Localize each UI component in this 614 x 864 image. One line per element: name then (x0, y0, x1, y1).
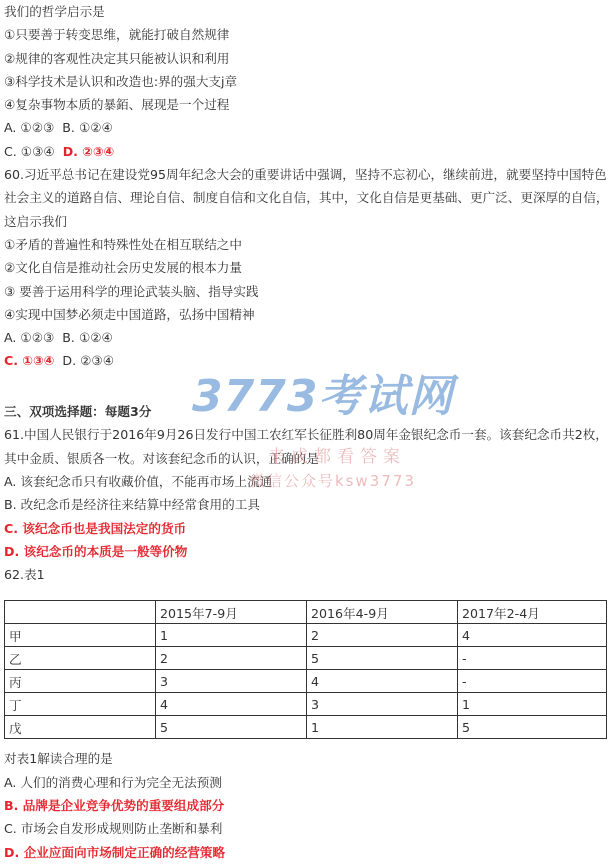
table-header-row (5, 601, 607, 624)
table-row (5, 624, 607, 647)
table-cell: 1 (307, 716, 458, 739)
q61-option-b: B. 改纪念币是经济往来结算中经常食用的工具 (4, 497, 260, 513)
q59-item-3: ③科学技术是认识和改造也:界的强大支j章 (4, 73, 238, 89)
q62-option-a: A. 人们的消费心理和行为完全无法预测 (4, 774, 222, 790)
q60-item-4: ④实现中国梦必须走中国道路，弘扬中国精神 (4, 306, 255, 322)
table-cell: 丁 (5, 693, 156, 716)
q60-options-ab (4, 326, 610, 349)
table-header-cell: 2016年4-9月 (307, 601, 458, 624)
q61-option-c-answer: C. 该纪念币也是我国法定的货币 (4, 520, 187, 536)
table-cell: 1 (458, 693, 607, 716)
data-table (4, 600, 607, 739)
table-row (5, 670, 607, 693)
q59-options-ab (4, 116, 610, 139)
q59-options-cd (4, 140, 610, 163)
q61-option-a: A. 该套纪念币只有收藏价值，不能再市场上流通 (4, 473, 273, 489)
table-cell: 4 (156, 693, 307, 716)
q59-option-a: A. ①②③ (4, 120, 55, 136)
table-cell: 乙 (5, 647, 156, 670)
q60-item-2: ②文化自信是推动社会历史发展的根本力量 (4, 260, 242, 276)
table-cell: 3 (156, 670, 307, 693)
q59-item-1: ①只要善于转变思维，就能打破自然规律 (4, 27, 230, 43)
q59-item-4: ④复杂事物本质的暴銆、展现是一个过程 (4, 97, 230, 113)
table-cell: 2 (156, 647, 307, 670)
q61-stem: 61.中国人民银行于2016年9月26日发行中国工农红军长征胜利80周年金银纪念币一套。该套纪念币共2枚，其中金质、银质各一枚。对该套纪念币的认识，正确的是 (4, 427, 608, 466)
table-cell: 丙 (5, 670, 156, 693)
table-cell: 4 (307, 670, 458, 693)
table-header-cell (5, 601, 156, 624)
table-header-cell: 2015年7-9月 (156, 601, 307, 624)
q62-label: 62.表1 (4, 567, 45, 583)
table-cell: 1 (156, 624, 307, 647)
q62-option-d-answer: D. 企业应面向市场制定正确的经营策略 (4, 844, 226, 860)
table-row (5, 693, 607, 716)
table-row (5, 647, 607, 670)
q59-option-b: B. ①②④ (62, 120, 113, 136)
q60-option-c-answer: C. ①③④ (4, 353, 55, 369)
table-cell: 3 (307, 693, 458, 716)
q60-option-a: A. ①②③ (4, 330, 55, 346)
q59-stem-tail: 我们的哲学启示是 (4, 4, 105, 19)
q60-option-d: D. ②③④ (62, 353, 114, 369)
q60-item-3: ③ 要善于运用科学的理论武装头脑、指导实践 (4, 283, 259, 299)
table-cell: 2 (307, 624, 458, 647)
spacer (4, 373, 610, 396)
table-cell: 甲 (5, 624, 156, 647)
q60-option-b: B. ①②④ (62, 330, 113, 346)
table-cell: 4 (458, 624, 607, 647)
q60-item-1: ①矛盾的普遍性和特殊性处在相互联结之中 (4, 236, 242, 252)
section-heading: 三、双项选择题：每题3分 (4, 404, 152, 420)
q61-option-d-answer: D. 该纪念币的本质是一般等价物 (4, 543, 188, 559)
q59-option-d-answer: D. ②③④ (62, 143, 115, 159)
table-row (5, 716, 607, 739)
q60-stem: 60.习近平总书记在建设党95周年纪念大会的重要讲话中强调，坚持不忘初心，继续前进，就要坚持中国特色社会主义的道路自信、理论自信、制度自信和文化自信，其中，文化自信是更基础、更广泛、更深厚的自信，这启示我们 (4, 167, 609, 229)
watermark-line-1: 来成都看答案 (268, 447, 406, 467)
table-cell: - (458, 670, 607, 693)
watermark-logo-text: 3773考试网 (192, 371, 454, 422)
q59-option-c: C. ①③④ (4, 143, 55, 159)
table-cell: 5 (307, 647, 458, 670)
watermark-line-2: 微信公众号ksw3773 (250, 472, 416, 490)
q59-item-2: ②规律的客观性决定其只能被认识和利用 (4, 50, 230, 66)
table-cell: - (458, 647, 607, 670)
table-cell: 戊 (5, 716, 156, 739)
table-cell: 5 (458, 716, 607, 739)
q62-option-b-answer: B. 品牌是企业竞争优势的重要组成部分 (4, 798, 225, 814)
table-header-cell: 2017年2-4月 (458, 601, 607, 624)
table-cell: 5 (156, 716, 307, 739)
document-body (4, 0, 610, 864)
q62-option-c: C. 市场会自发形成规则防止垄断和暴利 (4, 821, 223, 837)
q60-options-cd (4, 349, 610, 372)
q62-stem: 对表1解读合理的是 (4, 751, 113, 767)
